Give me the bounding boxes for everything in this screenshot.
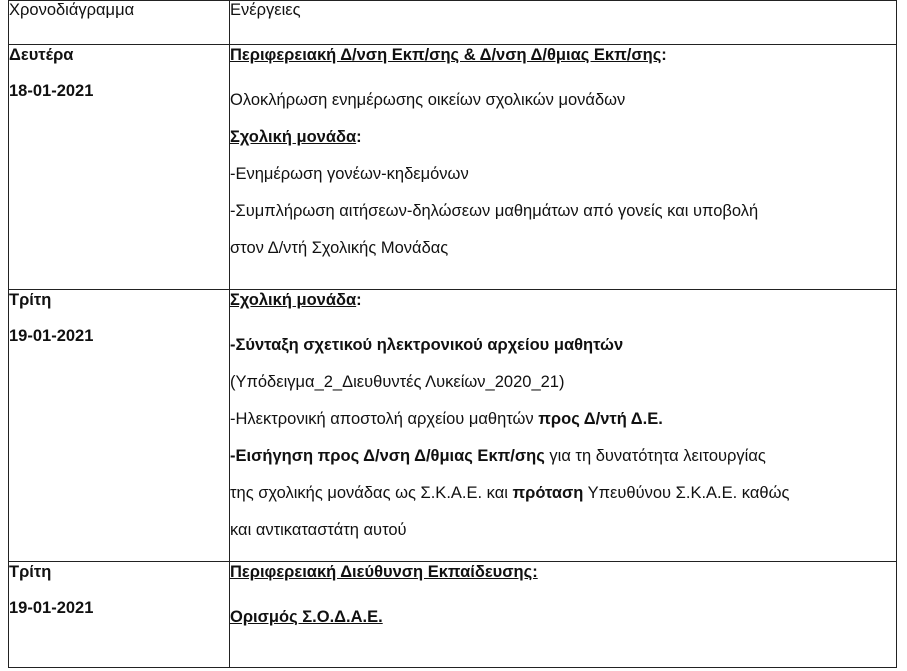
action-line bbox=[230, 119, 896, 156]
heading-colon: : bbox=[356, 128, 362, 146]
day-label: Δευτέρα bbox=[9, 46, 74, 64]
action-line: (Υπόδειγμα_2_Διευθυντές Λυκείων_2020_21) bbox=[230, 373, 565, 391]
action-text: για τη δυνατότητα λειτουργίας bbox=[544, 447, 766, 465]
day-label: Τρίτη bbox=[9, 563, 52, 581]
action-text: Υπευθύνου Σ.Κ.Α.Ε. καθώς bbox=[583, 484, 790, 502]
action-line: και αντικαταστάτη αυτού bbox=[230, 521, 407, 539]
action-line: -Συμπλήρωση αιτήσεων-δηλώσεων μαθημάτων από γονείς και υποβολή bbox=[230, 202, 759, 220]
table-row bbox=[9, 290, 897, 562]
header-timeline: Χρονοδιάγραμμα bbox=[9, 1, 230, 45]
actions-cell bbox=[230, 290, 897, 562]
date-cell bbox=[9, 45, 230, 290]
actions-cell bbox=[230, 45, 897, 290]
action-text: της σχολικής μονάδας ως Σ.Κ.Α.Ε. και bbox=[230, 484, 513, 502]
date-label: 18-01-2021 bbox=[9, 82, 94, 100]
action-emphasis: πρόταση bbox=[512, 484, 584, 502]
action-line bbox=[230, 599, 896, 636]
header-actions: Ενέργειες bbox=[230, 1, 897, 45]
action-line: -Ενημέρωση γονέων-κηδεμόνων bbox=[230, 165, 469, 183]
action-line: Ολοκλήρωση ενημέρωσης οικείων σχολικών μονάδων bbox=[230, 91, 626, 109]
date-cell bbox=[9, 290, 230, 562]
schedule-table bbox=[8, 0, 897, 668]
heading-colon: : bbox=[356, 291, 362, 309]
date-label: 19-01-2021 bbox=[9, 327, 94, 345]
appointment-heading: Ορισμός Σ.Ο.Δ.Α.Ε. bbox=[230, 608, 383, 626]
action-line bbox=[230, 438, 896, 475]
action-line: στον Δ/ντή Σχολικής Μονάδας bbox=[230, 239, 449, 257]
heading-colon: : bbox=[661, 46, 667, 64]
school-unit-heading: Σχολική μονάδα bbox=[230, 291, 357, 309]
action-emphasis: -Εισήγηση προς Δ/νση Δ/θμιας Εκπ/σης bbox=[230, 447, 545, 465]
school-unit-heading: Σχολική μονάδα bbox=[230, 128, 357, 146]
table-header-row bbox=[9, 1, 897, 45]
table-row bbox=[9, 45, 897, 290]
authority-heading: Περιφερειακή Διεύθυνση Εκπαίδευσης: bbox=[230, 563, 538, 581]
day-label: Τρίτη bbox=[9, 291, 52, 309]
action-text: -Ηλεκτρονική αποστολή αρχείου μαθητών bbox=[230, 410, 539, 428]
action-emphasis: προς Δ/ντή Δ.Ε. bbox=[538, 410, 663, 428]
action-line bbox=[230, 45, 896, 82]
action-line: -Σύνταξη σχετικού ηλεκτρονικού αρχείου μαθητών bbox=[230, 336, 624, 354]
action-line bbox=[230, 401, 896, 438]
actions-cell bbox=[230, 562, 897, 668]
action-line bbox=[230, 475, 896, 512]
date-label: 19-01-2021 bbox=[9, 599, 94, 617]
authority-heading: Περιφερειακή Δ/νση Εκπ/σης & Δ/νση Δ/θμιας Εκπ/σης bbox=[230, 46, 662, 64]
action-line bbox=[230, 562, 896, 599]
action-line bbox=[230, 290, 896, 327]
date-cell bbox=[9, 562, 230, 668]
table-row bbox=[9, 562, 897, 668]
